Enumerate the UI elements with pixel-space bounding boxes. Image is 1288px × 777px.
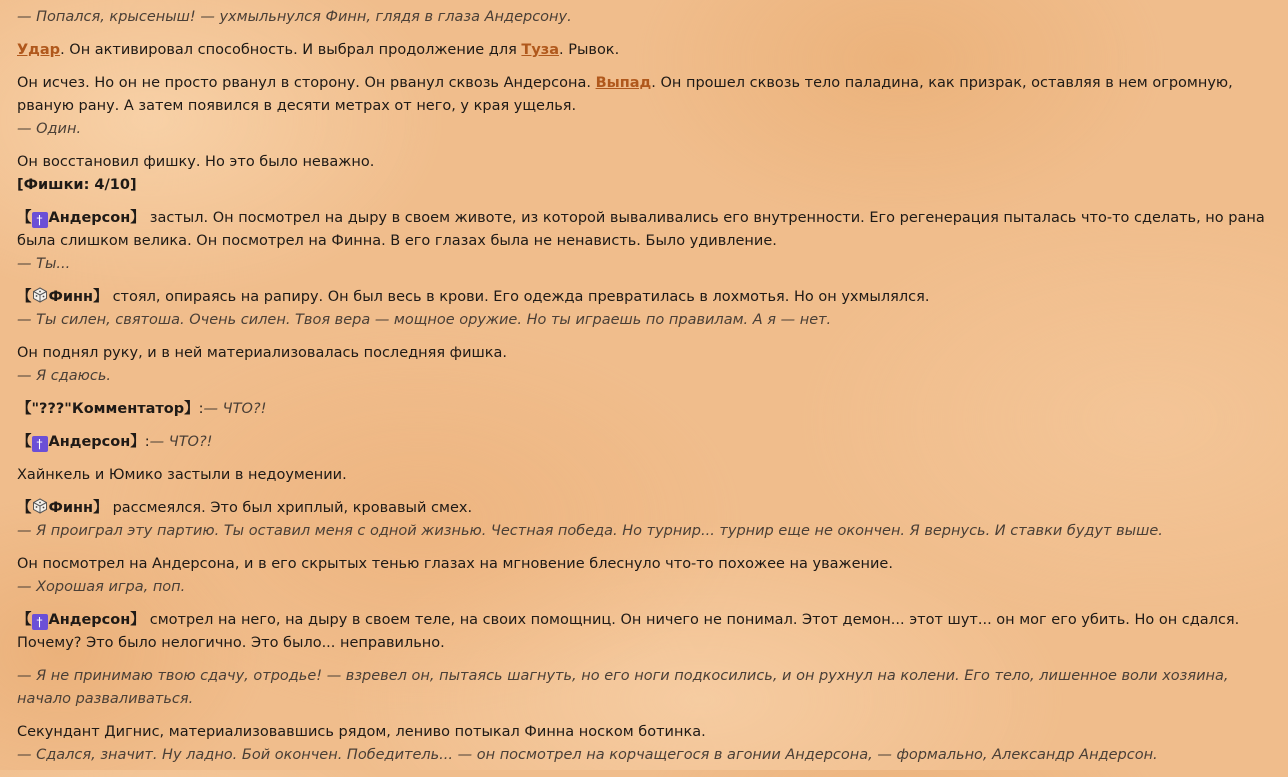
dialogue-line: — Ты силен, святоша. Очень силен. Твоя вера — мощное оружие. Но ты играешь по правилам. А я — нет. xyxy=(17,312,832,328)
skill-link-strike[interactable]: Удар xyxy=(17,42,61,58)
narration: Он поднял руку, и в ней материализовалась последняя фишка. xyxy=(17,345,508,361)
bracket-open: 【 xyxy=(17,500,32,516)
dialogue-line: — Ты... xyxy=(17,256,71,272)
paragraph xyxy=(17,497,1272,543)
paragraph xyxy=(17,39,1272,62)
bracket-close: 】 xyxy=(130,612,145,628)
separator: : xyxy=(198,401,204,417)
dialogue-line: — Сдался, значит. Ну ладно. Бой окончен. Победитель... — он посмотрел на корчащегося в агонии Андерсона, — формально, Александр Андерсон. xyxy=(17,747,1158,763)
dialogue-line: — Попался, крысеныш! — ухмыльнулся Финн, глядя в глаза Андерсону. xyxy=(17,9,572,25)
cross-icon: † xyxy=(32,212,48,228)
speaker-name: Андерсон xyxy=(48,210,131,226)
dice-icon xyxy=(32,498,48,514)
speaker-name: Андерсон xyxy=(48,434,131,450)
dialogue-line: — Я сдаюсь. xyxy=(17,368,112,384)
paragraph xyxy=(17,286,1272,332)
narration: Секундант Дигнис, материализовавшись рядом, лениво потыкал Финна носком ботинка. xyxy=(17,724,706,740)
cross-icon: † xyxy=(32,614,48,630)
dialogue-line: — Хорошая игра, поп. xyxy=(17,579,186,595)
bracket-open: 【 xyxy=(17,210,32,226)
narration: смотрел на него, на дыру в своем теле, на своих помощниц. Он ничего не понимал. Этот демон... этот шут... он мог его убить. Но он сдался. Почему? Это было нелогично. Это было... неправильно. xyxy=(17,612,1240,651)
bracket-close: 】 xyxy=(93,289,108,305)
cross-icon: † xyxy=(32,436,48,452)
narration: . Он активировал способность. И выбрал продолжение для xyxy=(60,42,522,58)
bracket-open: 【 xyxy=(17,289,32,305)
bracket-close: 】 xyxy=(93,500,108,516)
paragraph xyxy=(17,207,1272,276)
bracket-open: 【 xyxy=(17,434,32,450)
narration: стоял, опираясь на рапиру. Он был весь в крови. Его одежда превратилась в лохмотья. Но он ухмылялся. xyxy=(112,289,930,305)
speaker-name: Финн xyxy=(48,289,94,305)
speaker-tag-anderson[interactable] xyxy=(17,434,145,450)
chips-status: [Фишки: 4/10] xyxy=(17,177,137,193)
separator: : xyxy=(144,434,150,450)
skill-link-ace[interactable]: Туза xyxy=(521,42,559,58)
dice-icon xyxy=(32,287,48,303)
bracket-close: 】 xyxy=(130,210,145,226)
dialogue-line: — ЧТО?! xyxy=(149,434,213,450)
narration: Он восстановил фишку. Но это было неважно. xyxy=(17,154,375,170)
narration: Он исчез. Но он не просто рванул в сторону. Он рванул сквозь Андерсона. xyxy=(17,75,596,91)
speaker-name: Финн xyxy=(48,500,94,516)
speaker-tag-finn[interactable] xyxy=(17,500,108,516)
narration: . Рывок. xyxy=(558,42,620,58)
dialogue-line: — Я не принимаю твою сдачу, отродье! — взревел он, пытаясь шагнуть, но его ноги подкосились, и он рухнул на колени. Его тело, лишенное воли хозяина, начало разваливаться. xyxy=(17,668,1229,707)
speaker-tag-commentator[interactable] xyxy=(17,401,199,417)
narration: Он посмотрел на Андерсона, и в его скрытых тенью глазах на мгновение блеснуло что-то похожее на уважение. xyxy=(17,556,893,572)
paragraph xyxy=(17,553,1272,599)
bracket-open: 【 xyxy=(17,612,32,628)
paragraph xyxy=(17,6,1272,29)
paragraph xyxy=(17,342,1272,388)
speaker-tag-anderson[interactable] xyxy=(17,210,145,226)
speaker-name: "???"Комментатор xyxy=(31,401,185,417)
bracket-close: 】 xyxy=(184,401,199,417)
paragraph xyxy=(17,398,1272,421)
paragraph xyxy=(17,609,1272,655)
skill-link-lunge[interactable]: Выпад xyxy=(595,75,652,91)
paragraph xyxy=(17,721,1272,767)
speaker-name: Андерсон xyxy=(48,612,131,628)
paragraph xyxy=(17,72,1272,141)
paragraph xyxy=(17,464,1272,487)
bracket-close: 】 xyxy=(130,434,145,450)
narration: . Он прошел сквозь тело паладина, как призрак, оставляя в нем огромную, рваную рану. А затем появился в десяти метрах от него, у края ущелья. xyxy=(17,75,1233,114)
dialogue-line: — Один. xyxy=(17,121,82,137)
dialogue-line: — Я проиграл эту партию. Ты оставил меня с одной жизнью. Честная победа. Но турнир... турнир еще не окончен. Я вернусь. И ставки будут выше. xyxy=(17,523,1163,539)
paragraph xyxy=(17,431,1272,454)
story-text xyxy=(17,6,1272,777)
narration: Хайнкель и Юмико застыли в недоумении. xyxy=(17,467,347,483)
speaker-tag-anderson[interactable] xyxy=(17,612,145,628)
bracket-open: 【 xyxy=(17,401,32,417)
narration: застыл. Он посмотрел на дыру в своем животе, из которой вываливались его внутренности. Его регенерация пыталась что-то сделать, но рана была слишком велика. Он посмотрел на Финна. В его глазах была не ненависть. Было удивление. xyxy=(17,210,1265,249)
dialogue-line: — ЧТО?! xyxy=(203,401,267,417)
paragraph xyxy=(17,665,1272,711)
narration: рассмеялся. Это был хриплый, кровавый смех. xyxy=(112,500,473,516)
paragraph xyxy=(17,151,1272,197)
speaker-tag-finn[interactable] xyxy=(17,289,108,305)
